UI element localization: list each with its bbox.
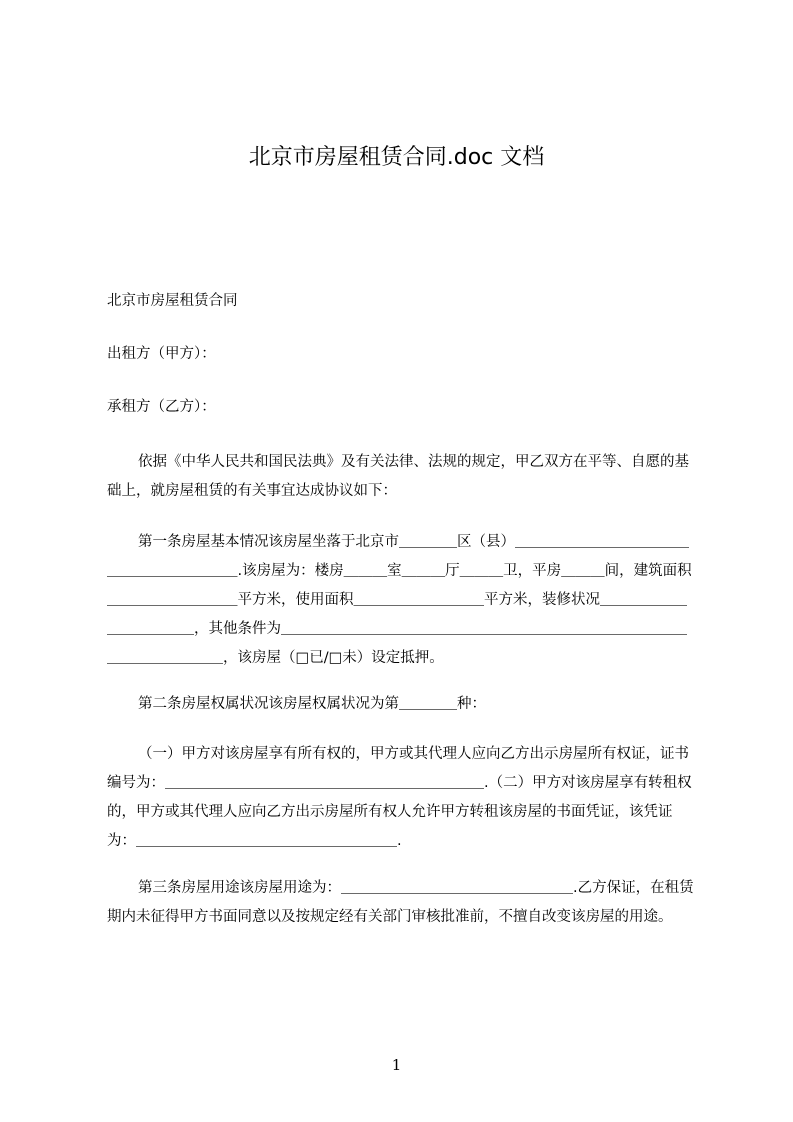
page-number: 1 xyxy=(391,1056,402,1074)
lessee-line: 承租方（乙方）： xyxy=(107,399,216,415)
lessor-line: 出租方（甲方）： xyxy=(107,346,216,362)
document-title: 北京市房屋租赁合同.doc 文档 xyxy=(248,145,545,170)
preamble-paragraph: 依据《中华人民共和国民法典》及有关法律、法规的规定，甲乙双方在平等、自愿的基础上，就房屋租赁的有关事宜达成协议如下： xyxy=(107,454,689,499)
article-3-paragraph: 第三条房屋用途该房屋用途为：＿＿＿＿＿＿＿＿＿＿＿＿＿＿＿＿.乙方保证，在租赁期内未征得甲方书面同意以及按规定经有关部门审核批准前，不擅自改变该房屋的用途。 xyxy=(107,880,694,925)
article-1-paragraph: 第一条房屋基本情况该房屋坐落于北京市＿＿＿＿区（县）＿＿＿＿＿＿＿＿＿＿＿＿＿＿＿＿＿＿＿＿＿.该房屋为：楼房＿＿＿室＿＿＿厅＿＿＿卫，平房＿＿＿间，建筑面积＿＿＿＿＿＿＿＿＿平方米，使用面积＿＿＿＿＿＿＿＿＿平方米，装修状况＿＿＿＿＿＿＿＿＿＿＿＿，其他条件为＿＿＿＿＿＿＿＿＿＿＿＿＿＿＿＿＿＿＿＿＿＿＿＿＿＿＿＿＿＿＿＿＿＿＿＿，该房屋（□已/□未）设定抵押。 xyxy=(107,534,692,666)
contract-heading: 北京市房屋租赁合同 xyxy=(107,293,238,309)
article-2-details-paragraph: （一）甲方对该房屋享有所有权的，甲方或其代理人应向乙方出示房屋所有权证，证书编号为：＿＿＿＿＿＿＿＿＿＿＿＿＿＿＿＿＿＿＿＿＿＿.（二）甲方对该房屋享有转租权的，甲方或其代理人应向乙方出示房屋所有权人允许甲方转租该房屋的书面凭证，该凭证为：＿＿＿＿＿＿＿＿＿＿＿＿＿＿＿＿＿＿. xyxy=(107,746,692,849)
article-2-paragraph: 第二条房屋权属状况该房屋权属状况为第＿＿＿＿种： xyxy=(138,696,486,712)
